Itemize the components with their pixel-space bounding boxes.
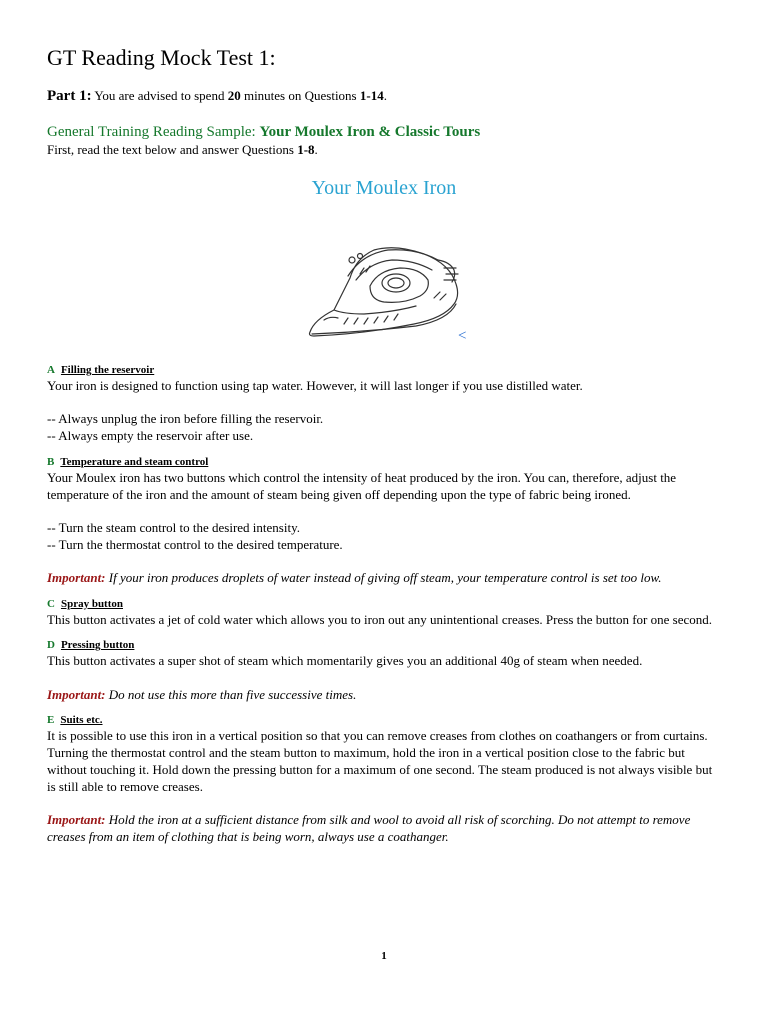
part-minutes: 20: [227, 88, 241, 103]
section-d-important-label: Important:: [47, 686, 106, 702]
sample-title: Your Moulex Iron & Classic Tours: [259, 124, 481, 140]
passage-body: [47, 363, 717, 845]
section-e-letter: E: [47, 714, 55, 727]
section-d-title: Pressing button: [60, 639, 135, 652]
section-a-letter: A: [47, 364, 55, 376]
sample-heading: [47, 122, 480, 142]
section-b-important-note: [47, 570, 717, 587]
section-e-title: Suits etc.: [60, 714, 103, 727]
part-instructions: [47, 86, 387, 106]
reading-instruction: [47, 141, 318, 159]
part-text-3: .: [383, 88, 387, 103]
section-e-important-text: Hold the iron at a sufficient distance from silk and wool to avoid all risk of scorching. Do not attempt to remove creases from an item of clothing that is being worn, always use a coathanger.: [47, 811, 691, 844]
stray-character: <: [458, 328, 467, 344]
section-b-paragraph: Your Moulex iron has two buttons which control the intensity of heat produced by the iron. You can, therefore, adjust the temperature of the iron and the amount of steam being given off depending upon the type of fabric being ironed.: [47, 469, 677, 502]
section-c-heading: [47, 597, 717, 612]
section-b-important-text: If your iron produces droplets of water instead of giving off steam, your temperature control is set too low.: [105, 569, 662, 585]
section-b-heading: [47, 455, 717, 470]
instruction-range: 1-8: [297, 142, 315, 157]
steam-iron-icon: [304, 238, 464, 342]
passage-title: Your Moulex Iron: [311, 177, 457, 199]
section-d-paragraph: This button activates a super shot of steam which momentarily gives you an additional 40g of steam when needed.: [47, 653, 643, 669]
part-question-range: 1-14: [359, 88, 384, 103]
section-e-paragraph: It is possible to use this iron in a vertical position so that you can remove creases from clothes on coathangers or from curtains. Turning the thermostat control and the steam button to maximum, hold the iron in a vertical position close to the fabric but without touching it. Hold down the pressing button for a maximum of one second. The steam produced is not always visible but is still able to remove creases.: [47, 728, 713, 794]
section-d-letter: D: [47, 639, 55, 652]
section-d-important-note: [47, 687, 717, 704]
section-b-bullet-2: -- Turn the thermostat control to the desired temperature.: [47, 536, 343, 552]
section-c-letter: C: [47, 597, 55, 610]
section-a-bullet-2: -- Always empty the reservoir after use.: [47, 428, 254, 444]
page-number: 1: [381, 950, 387, 962]
part-text-2: minutes on Questions: [240, 88, 360, 103]
section-b-letter: B: [47, 455, 55, 468]
section-d-important-text: Do not use this more than five successive times.: [105, 686, 357, 702]
document-title: GT Reading Mock Test 1:: [47, 45, 276, 70]
section-d-heading: [47, 638, 717, 653]
part-label: Part 1:: [47, 88, 92, 104]
section-e-important-label: Important:: [47, 811, 106, 827]
section-b-important-label: Important:: [47, 569, 106, 585]
section-c-title: Spray button: [60, 597, 123, 610]
section-a-heading: [47, 363, 717, 378]
section-e-heading: [47, 713, 717, 728]
section-b-title: Temperature and steam control: [60, 455, 209, 468]
instruction-text-2: .: [314, 142, 318, 157]
section-c-paragraph: This button activates a jet of cold water which allows you to iron out any unintentional creases. Press the button for one second.: [47, 611, 713, 627]
section-b-bullet-1: -- Turn the steam control to the desired intensity.: [47, 519, 300, 535]
section-a-bullet-1: -- Always unplug the iron before filling the reservoir.: [47, 411, 324, 427]
section-e-important-note: [47, 812, 717, 845]
instruction-text-1: First, read the text below and answer Questions: [47, 142, 298, 157]
part-text-1: You are advised to spend: [91, 88, 228, 103]
section-a-paragraph: Your iron is designed to function using tap water. However, it will last longer if you use distilled water.: [47, 378, 583, 393]
sample-prefix: General Training Reading Sample:: [47, 124, 260, 140]
section-a-title: Filling the reservoir: [60, 364, 155, 376]
